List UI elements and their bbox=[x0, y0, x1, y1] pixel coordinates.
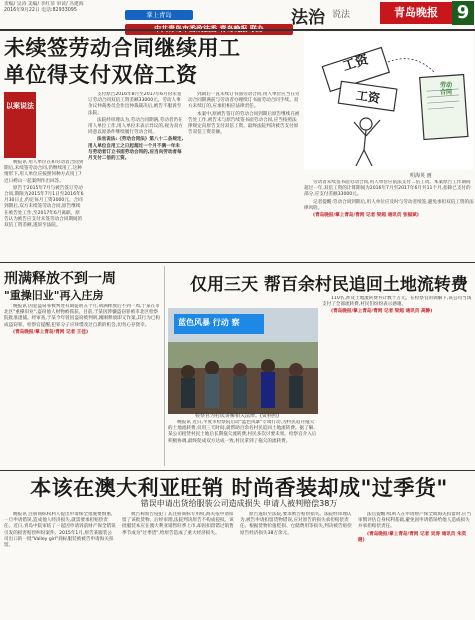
paragraph: 劳动者未续签书面劳动合同,用人单位应依法支付二倍工资。本案原告工作期间超过一年,双倍工资的计算期间为2016年7月至2017年6月共11个月,扣除已支付的部分,应支付差额33000元。 bbox=[304, 180, 471, 198]
paragraph: 原告于2015年7月与被告签订劳动合同,期限为2015年7月1日至2016年6月30日止,约定每月工资3000元。合同到期后,双方未续签劳动合同,原告继续在被告处工作,至2017年6月离职。原告认为被告应支付未签劳动合同期间的双倍工资差额,遂诉至法院。 bbox=[4, 185, 84, 229]
story-d-subhead: 错误申请出货给服装公司造成损失 申请人被判赔偿38万 bbox=[140, 499, 338, 508]
main-headline bbox=[4, 34, 300, 88]
paragraph: 本案中,原被告签订的劳动合同到期后原告继续在被告处工作,被告未与原告续签书面劳动合同,应当按照法律规定向原告支付双倍工资。最终法院判决被告支付原告双倍工资差额。 bbox=[188, 111, 300, 136]
paragraph: 原告遂诉至法院,要求被告赔偿损失。法院经审理认为,被告申请扣留货物错误,应对原告的损失承担赔偿责任。根据货物价值贬损、仓储费用等损失,判决被告赔偿原告经济损失38万余元。 bbox=[240, 512, 352, 536]
paragraph: 被告称原告侵犯了其注册商标专用权,海关依申请扣留了该批货物。后经审理,法院判决原告不构成侵权。该批服装本应在澳大利亚销售旺季上市,却因扣留错过销售季节成为"过季货",给原告造成了重大经济损失。 bbox=[122, 512, 234, 536]
main-headline-line2: 单位得支付双倍工资 bbox=[4, 62, 198, 87]
main-story-column-4 bbox=[304, 180, 474, 260]
illustration-label-contract: 劳动合同 bbox=[440, 82, 453, 96]
story-b-body bbox=[4, 304, 162, 466]
illustration-label-wage: 工资 bbox=[355, 88, 381, 106]
section-divider bbox=[0, 470, 475, 471]
story-b-kicker: 刑满释放不到一周 bbox=[4, 271, 116, 287]
byline: (青岛晚报/掌上青岛/青网 记者 梁超 通讯员 张福斌) bbox=[313, 213, 419, 219]
story-d-column-4 bbox=[358, 512, 472, 618]
masthead-edition-info bbox=[4, 2, 124, 22]
story-c-body bbox=[168, 420, 318, 468]
byline: (青岛晚报/掌上青岛/青网 记者 吴涛 通讯员 朱奕健) bbox=[358, 531, 467, 543]
edition-line: 责编/ 吴涛 美编/ 李红菲 审读/ 冯建海 bbox=[4, 2, 84, 7]
banner-sub: 掌上青岛 bbox=[125, 10, 193, 20]
paragraph: 记者提醒:劳动合同到期后,用人单位应及时与劳动者续签,避免承担双倍工资的法律风险。 bbox=[304, 199, 474, 211]
photo-caption: 检察官为村民讲解相关法律。(资料照) bbox=[195, 413, 279, 419]
paragraph: 110名,涉及土地流转费共计数十万元。在检察官的调解下,该公司当场支付了全部流转费,村民们纷纷表示感谢。 bbox=[322, 296, 472, 308]
story-c-headline: 仅用三天 帮百余村民追回土地流转费 bbox=[190, 275, 468, 295]
story-b-headline: "重操旧业"再入庄房 bbox=[4, 289, 104, 302]
paragraph: 到期后一直未续订书面劳动合同,用人单位应当在劳动合同期满前与劳动者办理续订书面劳动合同手续。双方未续订的,应承担相应法律责任。 bbox=[188, 92, 300, 110]
paragraph: 支付原告2016年8月至2017年6月份未签订劳动合同双倍工资差额33000元。劳动人事争议仲裁委员会作出仲裁裁决后,被告不服诉至法院。 bbox=[88, 92, 182, 116]
paragraph: 法院经审理认为,劳动合同期满,劳动者仍在用人单位工作,用人单位未表示异议的,视为双方同意以原条件继续履行劳动合同。 bbox=[88, 117, 183, 136]
paragraph: 法官提醒:权利人在申请财产保全或海关扣留时,应当审慎评估自身权利基础,避免因申请错误给他人造成损失并承担赔偿责任。 bbox=[358, 512, 472, 530]
masthead-rule bbox=[0, 29, 475, 31]
story-c-photo bbox=[168, 308, 318, 414]
paragraph: 法官说法:《劳动合同法》第八十二条规定,用人单位自用工之日起超过一个月不满一年未与劳动者订立书面劳动合同的,应当向劳动者每月支付二倍的工资。 bbox=[88, 137, 184, 162]
photo-sign-text: 蓝色风暴 行动 察 bbox=[178, 318, 240, 327]
paragraph: 晚报讯 近日,平度市检察院启动"蓝色风暴"专项行动,为村民追讨拖欠的土地流转费,仅用三天时间,就帮助百余名村民追回土地流转费。据了解,某公司租赁村民土地后长期拖欠流转费,村民多次讨要未果。检察官介入后积极协调,最终促成双方达成一致,村民拿到了拖欠的流转费。 bbox=[168, 420, 317, 444]
illustration-credit: 明海英 画 bbox=[410, 173, 432, 179]
editorial-tag-text: 以案说法 bbox=[6, 102, 34, 110]
story-d-column-1 bbox=[4, 512, 116, 618]
main-story-column-3 bbox=[188, 92, 300, 260]
paragraph: 晚报讯 因犯盗窃罪被判处有期徒刑五个月,刑满释放后不到一周,于某在市北区"重操旧业",盗窃他人财物被抓获。目前,于某因涉嫌盗窃罪被市北区检察院批准逮捕。经审查,于某今年曾因盗窃被判刑,刚刚释放即又作案,其行为已构成盗窃罪。检察官提醒,犯罪分子应珍惜改过自新的机会,切勿心存侥幸。 bbox=[4, 304, 160, 328]
story-d-column-2 bbox=[122, 512, 234, 618]
main-headline-line1: 未续签劳动合同继续用工 bbox=[4, 35, 241, 60]
illustration-drawing bbox=[304, 32, 473, 170]
paragraph: 晚报讯 用人单位在和劳动者合同到期后,未续签劳动合同,仍继续用工,这种情形下,用人单位应按照何种方式用工?近日崂山一起案例作出回答。 bbox=[4, 160, 84, 184]
story-c-body-cont bbox=[322, 296, 472, 468]
section-title: 法治 bbox=[291, 8, 325, 28]
illustration bbox=[304, 32, 473, 170]
paragraph: 晚报讯 注册商标权利人提出申请保全措施要慎重,一旦申请错误,造成他人经济损失,就需要承担赔偿责任。近日,青岛中院审结了一起因申请诉前财产保全错误引发的损害赔偿纠纷案件。2015年1月,原告某服装公司出口的一批"Valley girl"商标服装被被告申请海关扣留。 bbox=[4, 512, 116, 549]
column-rule bbox=[164, 266, 165, 466]
editorial-tag bbox=[4, 92, 36, 158]
section-subtitle: 说法 bbox=[332, 10, 351, 20]
byline: (青岛晚报/掌上青岛/青网 记者 王佳) bbox=[13, 329, 89, 335]
paper-logo: 青岛晚报 bbox=[380, 2, 452, 24]
illustration-label-wage: 工资 bbox=[340, 52, 371, 75]
story-d-column-3 bbox=[240, 512, 352, 618]
page-number: 9 bbox=[452, 1, 474, 25]
edition-line: 2016年9月22日 电话:82933095 bbox=[4, 8, 77, 14]
section-divider bbox=[0, 262, 475, 263]
story-d-headline: 本该在澳大利亚旺销 时尚香装却成"过季货" bbox=[30, 475, 448, 500]
main-story-column-2 bbox=[88, 92, 184, 260]
main-story-column-1 bbox=[4, 160, 84, 260]
byline: (青岛晚报/掌上青岛/青网 记者 梁超 通讯员 高静) bbox=[331, 309, 433, 315]
